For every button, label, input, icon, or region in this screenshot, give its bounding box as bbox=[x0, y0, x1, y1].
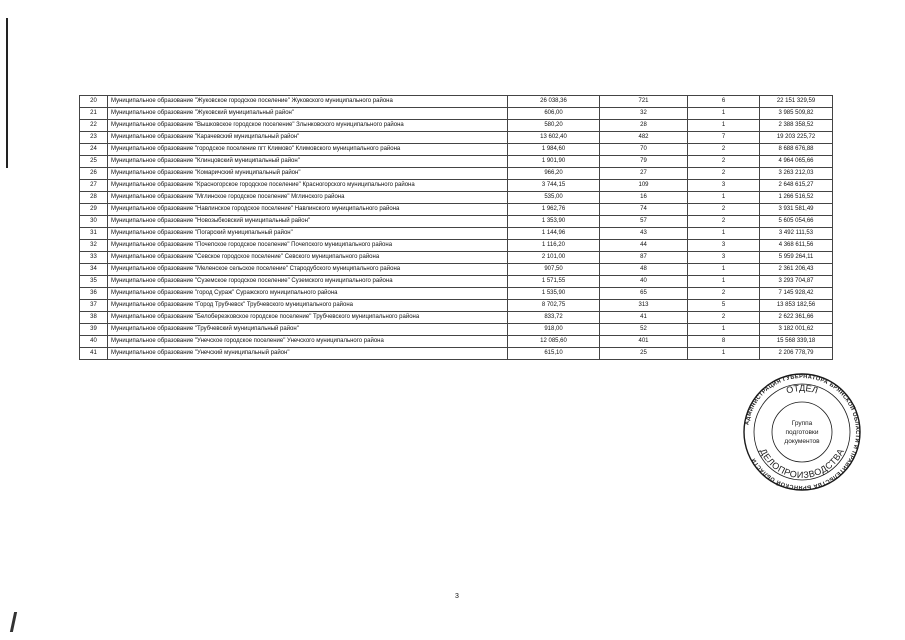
cell-number: 34 bbox=[80, 264, 108, 276]
table-row bbox=[80, 120, 833, 132]
cell-number: 23 bbox=[80, 132, 108, 144]
cell-name: Муниципальное образование "Белоберезковское городское поселение" Трубчевского муниципального района bbox=[108, 312, 508, 324]
table-row bbox=[80, 312, 833, 324]
cell-area: 615,10 bbox=[508, 348, 600, 360]
table-row bbox=[80, 96, 833, 108]
cell-area: 1 984,60 bbox=[508, 144, 600, 156]
cell-rate: 1 bbox=[688, 228, 760, 240]
cell-number: 27 bbox=[80, 180, 108, 192]
cell-number: 28 bbox=[80, 192, 108, 204]
table-row bbox=[80, 252, 833, 264]
cell-name: Муниципальное образование "Унечское городское поселение" Унечского муниципального района bbox=[108, 336, 508, 348]
official-stamp bbox=[742, 372, 862, 492]
cell-rate: 1 bbox=[688, 120, 760, 132]
cell-number: 40 bbox=[80, 336, 108, 348]
cell-number: 38 bbox=[80, 312, 108, 324]
cell-area: 26 038,36 bbox=[508, 96, 600, 108]
cell-number: 25 bbox=[80, 156, 108, 168]
cell-area: 1 901,90 bbox=[508, 156, 600, 168]
table-row bbox=[80, 240, 833, 252]
table-row bbox=[80, 180, 833, 192]
cell-rate: 2 bbox=[688, 216, 760, 228]
cell-name: Муниципальное образование "Севское городское поселение" Севского муниципального района bbox=[108, 252, 508, 264]
cell-population: 16 bbox=[600, 192, 688, 204]
cell-area: 535,00 bbox=[508, 192, 600, 204]
cell-rate: 2 bbox=[688, 204, 760, 216]
stamp-center-line2: подготовки bbox=[785, 429, 819, 436]
cell-rate: 2 bbox=[688, 312, 760, 324]
cell-amount: 3 931 581,49 bbox=[760, 204, 833, 216]
scan-edge-mark bbox=[6, 18, 8, 168]
stamp-ring-top: ОТДЕЛ bbox=[784, 383, 820, 396]
cell-rate: 3 bbox=[688, 252, 760, 264]
cell-amount: 1 266 516,52 bbox=[760, 192, 833, 204]
cell-amount: 2 622 361,66 bbox=[760, 312, 833, 324]
cell-number: 32 bbox=[80, 240, 108, 252]
cell-amount: 2 206 778,79 bbox=[760, 348, 833, 360]
cell-population: 401 bbox=[600, 336, 688, 348]
cell-number: 33 bbox=[80, 252, 108, 264]
cell-rate: 2 bbox=[688, 168, 760, 180]
cell-rate: 1 bbox=[688, 348, 760, 360]
table-body bbox=[80, 96, 833, 360]
cell-rate: 2 bbox=[688, 144, 760, 156]
cell-rate: 1 bbox=[688, 264, 760, 276]
cell-name: Муниципальное образование "Карачевский муниципальный район" bbox=[108, 132, 508, 144]
cell-population: 52 bbox=[600, 324, 688, 336]
cell-population: 65 bbox=[600, 288, 688, 300]
cell-amount: 4 964 065,66 bbox=[760, 156, 833, 168]
cell-area: 1 144,96 bbox=[508, 228, 600, 240]
cell-name: Муниципальное образование "Новозыбковский муниципальный район" bbox=[108, 216, 508, 228]
cell-area: 833,72 bbox=[508, 312, 600, 324]
cell-population: 27 bbox=[600, 168, 688, 180]
cell-number: 31 bbox=[80, 228, 108, 240]
cell-name: Муниципальное образование "Унечский муниципальный район" bbox=[108, 348, 508, 360]
cell-population: 109 bbox=[600, 180, 688, 192]
cell-area: 1 571,55 bbox=[508, 276, 600, 288]
cell-amount: 3 985 509,82 bbox=[760, 108, 833, 120]
cell-name: Муниципальное образование "Комаричский муниципальный район" bbox=[108, 168, 508, 180]
cell-amount: 22 151 329,59 bbox=[760, 96, 833, 108]
cell-name: Муниципальное образование "Город Трубчевск" Трубчевского муниципального района bbox=[108, 300, 508, 312]
stamp-center-line1: Группа bbox=[791, 420, 813, 427]
cell-area: 606,00 bbox=[508, 108, 600, 120]
table-row bbox=[80, 324, 833, 336]
cell-amount: 3 293 704,87 bbox=[760, 276, 833, 288]
cell-amount: 4 368 611,56 bbox=[760, 240, 833, 252]
cell-name: Муниципальное образование "городское поселение пгт Климово" Климовского муниципального района bbox=[108, 144, 508, 156]
stamp-outer-text: АДМИНИСТРАЦИЯ ГУБЕРНАТОРА БРЯНСКОЙ ОБЛАСТИ И ПРАВИТЕЛЬСТВА БРЯНСКОЙ ОБЛАСТИ bbox=[744, 373, 861, 491]
cell-rate: 1 bbox=[688, 108, 760, 120]
cell-amount: 5 605 054,66 bbox=[760, 216, 833, 228]
cell-name: Муниципальное образование "Вышковское городское поселение" Злынковского муниципального района bbox=[108, 120, 508, 132]
cell-number: 20 bbox=[80, 96, 108, 108]
cell-area: 1 116,20 bbox=[508, 240, 600, 252]
cell-amount: 13 853 182,56 bbox=[760, 300, 833, 312]
table-row bbox=[80, 216, 833, 228]
cell-name: Муниципальное образование "Клинцовский муниципальный район" bbox=[108, 156, 508, 168]
cell-area: 1 353,90 bbox=[508, 216, 600, 228]
table-row bbox=[80, 276, 833, 288]
table-row bbox=[80, 300, 833, 312]
cell-area: 1 962,76 bbox=[508, 204, 600, 216]
cell-rate: 1 bbox=[688, 276, 760, 288]
cell-number: 35 bbox=[80, 276, 108, 288]
table-row bbox=[80, 336, 833, 348]
cell-amount: 3 492 111,53 bbox=[760, 228, 833, 240]
cell-rate: 2 bbox=[688, 156, 760, 168]
cell-name: Муниципальное образование "Красногорское городское поселение" Красногорского муниципального района bbox=[108, 180, 508, 192]
table-row bbox=[80, 264, 833, 276]
cell-population: 43 bbox=[600, 228, 688, 240]
cell-amount: 7 145 928,42 bbox=[760, 288, 833, 300]
cell-rate: 1 bbox=[688, 192, 760, 204]
cell-number: 30 bbox=[80, 216, 108, 228]
cell-name: Муниципальное образование "город Сураж" Суражского муниципального района bbox=[108, 288, 508, 300]
cell-rate: 5 bbox=[688, 300, 760, 312]
cell-population: 721 bbox=[600, 96, 688, 108]
cell-amount: 19 203 225,72 bbox=[760, 132, 833, 144]
cell-population: 79 bbox=[600, 156, 688, 168]
table-row bbox=[80, 348, 833, 360]
cell-area: 8 702,75 bbox=[508, 300, 600, 312]
cell-population: 74 bbox=[600, 204, 688, 216]
cell-population: 87 bbox=[600, 252, 688, 264]
cell-number: 21 bbox=[80, 108, 108, 120]
cell-area: 2 101,00 bbox=[508, 252, 600, 264]
cell-number: 22 bbox=[80, 120, 108, 132]
cell-population: 57 bbox=[600, 216, 688, 228]
cell-number: 36 bbox=[80, 288, 108, 300]
cell-area: 12 085,60 bbox=[508, 336, 600, 348]
cell-rate: 8 bbox=[688, 336, 760, 348]
cell-name: Муниципальное образование "Жуковский муниципальный район" bbox=[108, 108, 508, 120]
page-number: 3 bbox=[455, 593, 459, 600]
cell-name: Муниципальное образование "Мглинское городское поселение" Мглинского района bbox=[108, 192, 508, 204]
cell-area: 580,20 bbox=[508, 120, 600, 132]
cell-population: 44 bbox=[600, 240, 688, 252]
cell-name: Муниципальное образование "Почепское городское поселение" Почепского муниципального района bbox=[108, 240, 508, 252]
table-row bbox=[80, 156, 833, 168]
cell-number: 37 bbox=[80, 300, 108, 312]
cell-name: Муниципальное образование "Меленское сельское поселение" Стародубского муниципального района bbox=[108, 264, 508, 276]
table-row bbox=[80, 132, 833, 144]
table-row bbox=[80, 288, 833, 300]
cell-area: 13 602,40 bbox=[508, 132, 600, 144]
cell-population: 28 bbox=[600, 120, 688, 132]
cell-area: 3 744,15 bbox=[508, 180, 600, 192]
table-row bbox=[80, 144, 833, 156]
cell-rate: 7 bbox=[688, 132, 760, 144]
cell-area: 918,00 bbox=[508, 324, 600, 336]
cell-amount: 5 959 264,11 bbox=[760, 252, 833, 264]
cell-area: 907,50 bbox=[508, 264, 600, 276]
cell-name: Муниципальное образование "Погарский муниципальный район" bbox=[108, 228, 508, 240]
cell-population: 25 bbox=[600, 348, 688, 360]
stamp-center-line3: документов bbox=[784, 438, 820, 445]
cell-rate: 6 bbox=[688, 96, 760, 108]
cell-amount: 2 361 206,43 bbox=[760, 264, 833, 276]
cell-population: 70 bbox=[600, 144, 688, 156]
svg-text:ОТДЕЛ bbox=[785, 383, 819, 396]
cell-rate: 2 bbox=[688, 288, 760, 300]
cell-number: 26 bbox=[80, 168, 108, 180]
cell-number: 41 bbox=[80, 348, 108, 360]
municipal-table bbox=[79, 95, 833, 360]
cell-amount: 8 688 676,88 bbox=[760, 144, 833, 156]
cell-name: Муниципальное образование "Трубчевский муниципальный район" bbox=[108, 324, 508, 336]
cell-number: 24 bbox=[80, 144, 108, 156]
cell-population: 48 bbox=[600, 264, 688, 276]
cell-amount: 2 388 358,52 bbox=[760, 120, 833, 132]
cell-population: 482 bbox=[600, 132, 688, 144]
cell-amount: 15 568 339,18 bbox=[760, 336, 833, 348]
cell-name: Муниципальное образование "Навлинское городское поселение" Навлинского муниципального района bbox=[108, 204, 508, 216]
cell-rate: 1 bbox=[688, 324, 760, 336]
table-row bbox=[80, 204, 833, 216]
cell-population: 32 bbox=[600, 108, 688, 120]
stamp-ring-bottom: ДЕЛОПРОИЗВОДСТВА bbox=[757, 446, 847, 481]
cell-number: 29 bbox=[80, 204, 108, 216]
cell-name: Муниципальное образование "Жуковское городское поселение" Жуковского муниципального района bbox=[108, 96, 508, 108]
cell-population: 40 bbox=[600, 276, 688, 288]
cell-population: 41 bbox=[600, 312, 688, 324]
table-row bbox=[80, 228, 833, 240]
cell-name: Муниципальное образование "Суземское городское поселение" Суземского муниципального района bbox=[108, 276, 508, 288]
cell-rate: 3 bbox=[688, 180, 760, 192]
cell-amount: 3 263 212,03 bbox=[760, 168, 833, 180]
table-row bbox=[80, 168, 833, 180]
cell-amount: 3 182 001,62 bbox=[760, 324, 833, 336]
cell-rate: 3 bbox=[688, 240, 760, 252]
table-row bbox=[80, 192, 833, 204]
table-row bbox=[80, 108, 833, 120]
cell-population: 313 bbox=[600, 300, 688, 312]
cell-area: 966,20 bbox=[508, 168, 600, 180]
cell-number: 39 bbox=[80, 324, 108, 336]
cell-area: 1 535,90 bbox=[508, 288, 600, 300]
scan-corner-mark bbox=[10, 612, 17, 632]
cell-amount: 2 648 615,27 bbox=[760, 180, 833, 192]
